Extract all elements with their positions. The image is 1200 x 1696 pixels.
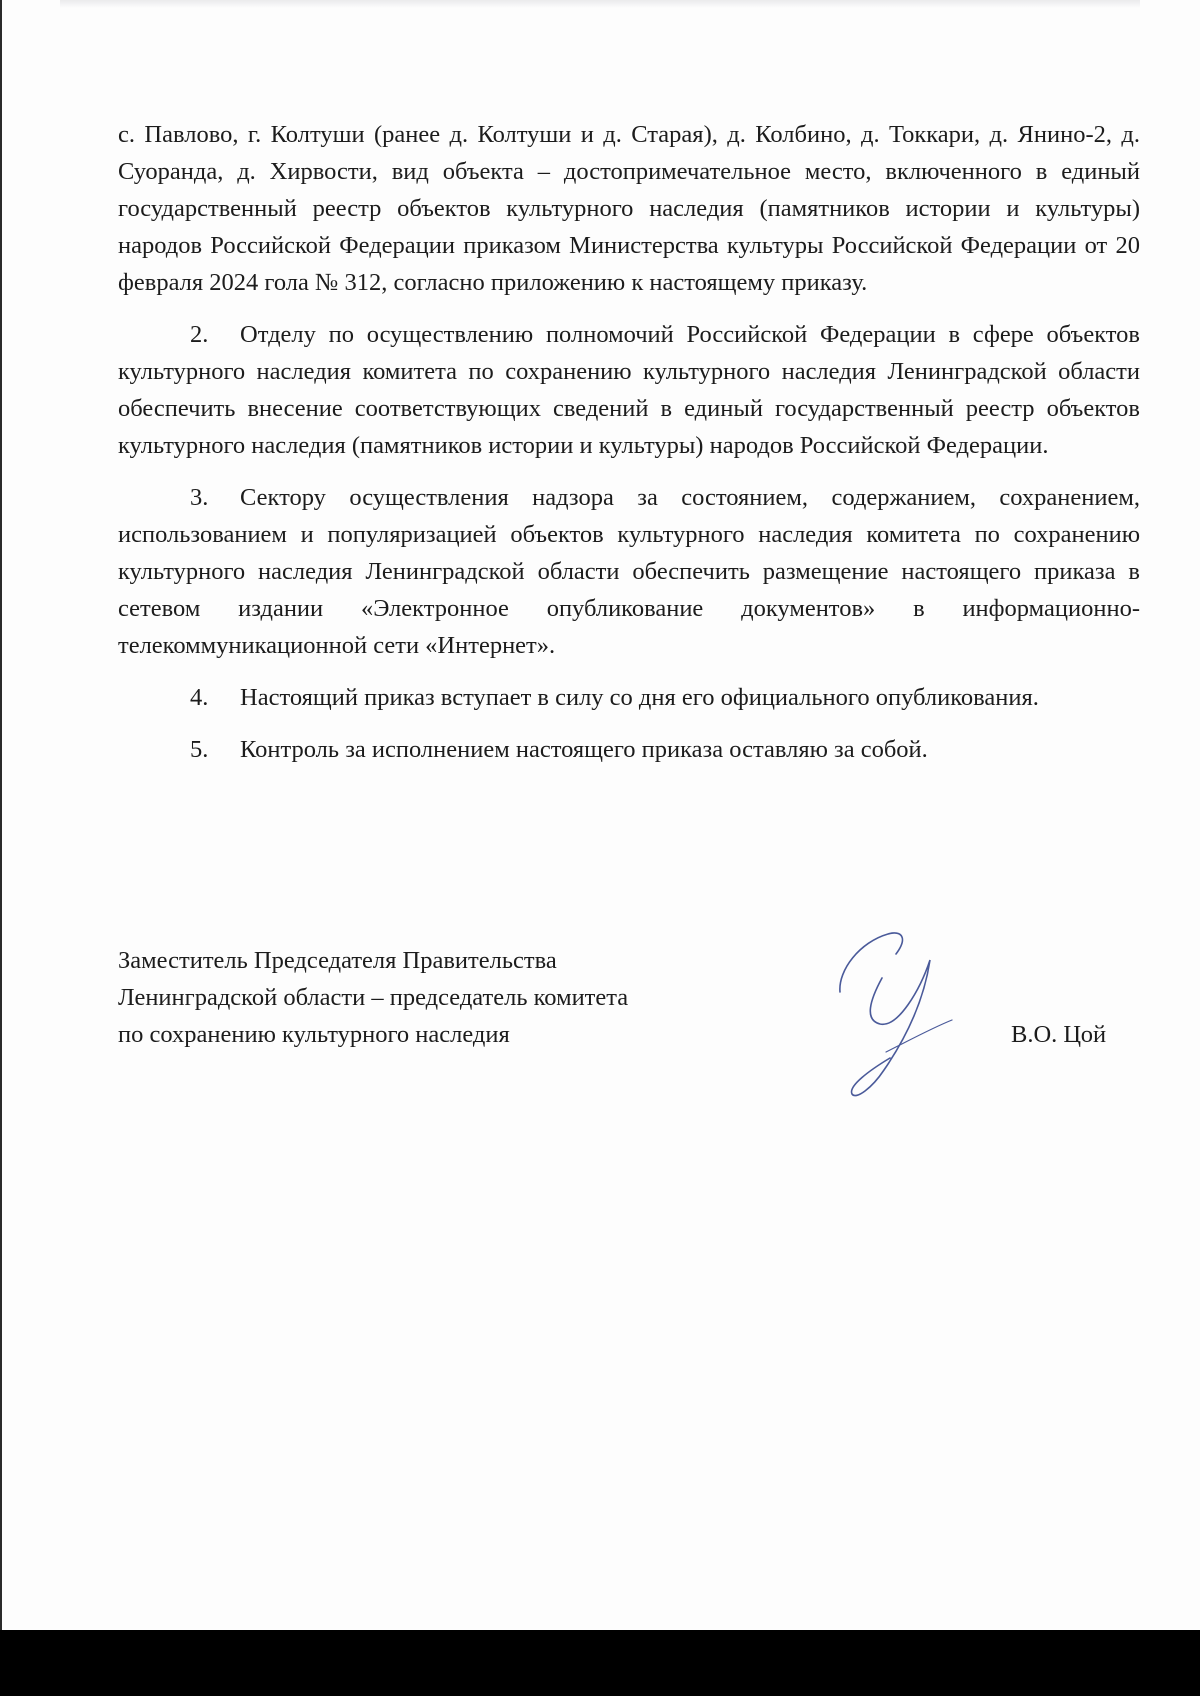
signatory-position xyxy=(118,942,818,1053)
item-text: Отделу по осуществлению полномочий Российской Федерации в сфере объектов культурного наследия комитета по сохранению культурного наследия Ленинградской области обеспечить внесение соответствующих сведений в единый государственный реестр объектов культурного наследия (памятников истории и культуры) народов Российской Федерации. xyxy=(118,321,1140,459)
list-item-5 xyxy=(118,731,1140,768)
position-line: Заместитель Председателя Правительства xyxy=(118,947,557,974)
scan-left-edge xyxy=(0,0,2,1630)
item-number: 4. xyxy=(190,684,209,711)
item-number: 3. xyxy=(190,484,209,511)
signer-name: В.О. Цой xyxy=(1011,1021,1107,1048)
scan-top-shadow xyxy=(60,0,1140,8)
signature-stroke xyxy=(840,933,903,992)
paragraph-continuation: с. Павлово, г. Колтуши (ранее д. Колтуши и д. Старая), д. Колбино, д. Токкари, д. Янино-2, д. Суоранда, д. Хирвости, вид объекта – достопримечательное место, включенного в единый государственный реестр объектов культурного наследия (памятников истории и культуры) народов Российской Федерации приказом Министерства культуры Российской Федерации от 20 февраля 2024 гола № 312, согласно приложению к настоящему приказу. xyxy=(118,121,1140,296)
signature-stroke xyxy=(852,960,930,1096)
list-item-4 xyxy=(118,679,1140,716)
item-number: 5. xyxy=(190,736,209,763)
scan-bottom-bar xyxy=(0,1630,1200,1696)
handwritten-signature xyxy=(820,920,970,1110)
document-body xyxy=(118,116,1140,768)
item-text: Настоящий приказ вступает в силу со дня его официального опубликования. xyxy=(240,684,1039,711)
list-item-2 xyxy=(118,316,1140,464)
item-number: 2. xyxy=(190,321,209,348)
signature-stroke xyxy=(886,1020,952,1052)
item-text: Сектору осуществления надзора за состоянием, содержанием, сохранением, использованием и популяризацией объектов культурного наследия комитета по сохранению культурного наследия Ленинградской области обеспечить размещение настоящего приказа в сетевом издании «Электронное опубликование документов» в информационно-телекоммуникационной сети «Интернет». xyxy=(118,484,1140,659)
position-line: Ленинградской области – председатель комитета xyxy=(118,984,629,1011)
list-item-3 xyxy=(118,479,1140,664)
item-text: Контроль за исполнением настоящего приказа оставляю за собой. xyxy=(240,736,928,763)
position-line: по сохранению культурного наследия xyxy=(118,1021,510,1048)
